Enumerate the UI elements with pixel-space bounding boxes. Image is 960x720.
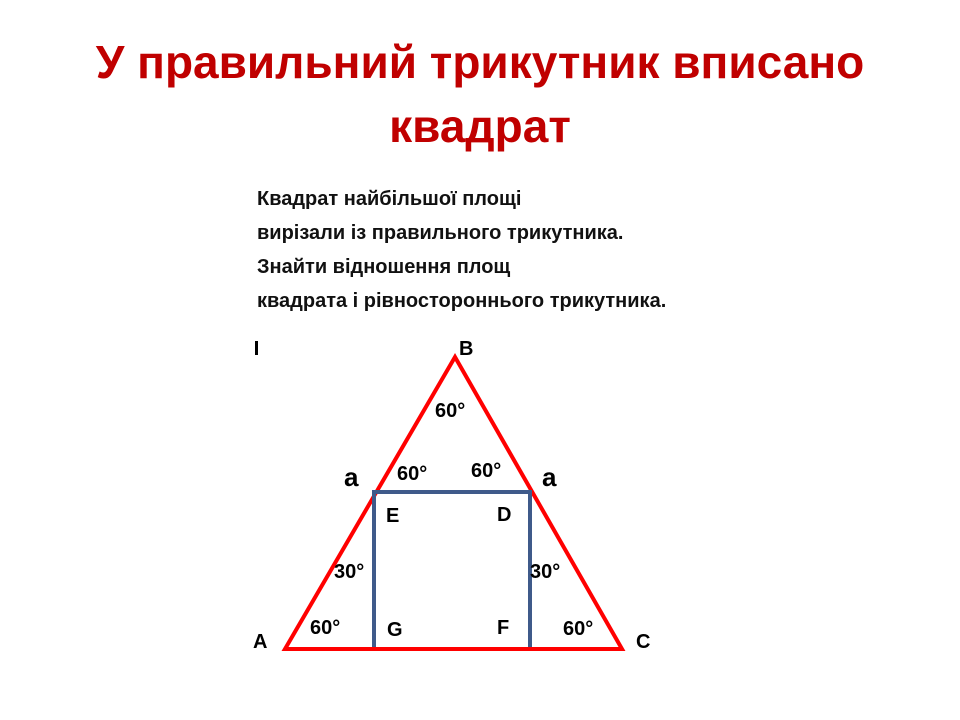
vertex-label-b: B [459, 338, 474, 360]
problem-line-3: Знайти відношення площ [257, 256, 511, 278]
title-line-1: У правильний трикутник вписано [95, 36, 865, 88]
title-line-2: квадрат [389, 100, 571, 152]
square-label-d: D [497, 504, 512, 526]
problem-line-4: квадрата і рівностороннього трикутника. [257, 290, 667, 312]
angle-label-right-mid: 30° [530, 561, 561, 583]
problem-line-1: Квадрат найбільшої площі [257, 188, 522, 210]
angle-label-left-mid: 30° [334, 561, 365, 583]
side-label-right: a [542, 462, 557, 492]
square-label-e: E [386, 505, 400, 527]
side-label-left: a [344, 462, 359, 492]
square-label-f: F [497, 617, 510, 639]
angle-label-c: 60° [563, 618, 594, 640]
square-label-g: G [387, 619, 403, 641]
vertex-label-a: A [253, 631, 268, 653]
vertex-label-c: C [636, 631, 651, 653]
angle-label-b: 60° [435, 400, 466, 422]
problem-line-2: вирізали із правильного трикутника. [257, 222, 624, 244]
angle-label-right-top: 60° [471, 460, 502, 482]
angle-label-a: 60° [310, 617, 341, 639]
angle-label-left-top: 60° [397, 463, 428, 485]
